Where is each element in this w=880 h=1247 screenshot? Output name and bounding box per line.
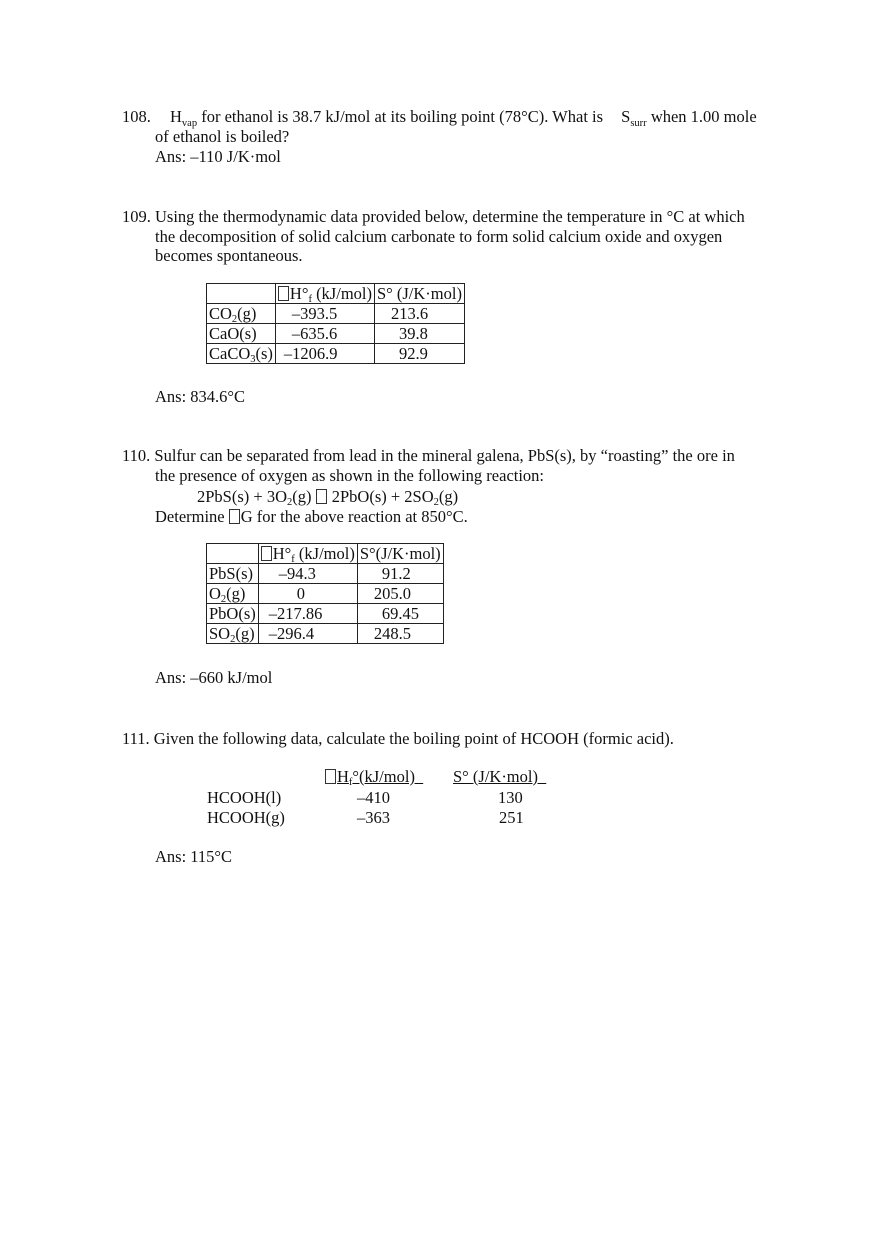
entropy-cell: 92.9 [374,344,464,364]
question-number: 109. [122,207,151,226]
table-row [207,344,465,364]
question-text-line: 109. Using the thermodynamic data provided below, determine the temperature in °C at which [122,207,745,226]
table-header-enthalpy: H°f (kJ/mol) [258,544,357,564]
answer: Ans: 115°C [155,847,233,866]
table-header-entropy: S° (J/K·mol) [374,284,464,304]
delta-glyph-box [229,509,240,524]
entropy-cell: 251 [499,808,524,827]
missing-glyph-box [278,286,289,301]
species-cell: PbO(s) [207,604,259,624]
entropy-cell: 39.8 [374,324,464,344]
entropy-cell: 213.6 [374,304,464,324]
species-cell: HCOOH(g) [207,808,285,827]
missing-glyph-box [325,769,336,784]
arrow-icon [316,489,327,504]
question-text-line: the decomposition of solid calcium carbonate to form solid calcium oxide and oxygen [155,227,723,246]
missing-glyph-box [261,546,272,561]
entropy-cell: 205.0 [357,584,443,604]
question-number: 111. [122,729,150,748]
answer: Ans: –110 J/K·mol [155,147,281,166]
question-text-line: 111. Given the following data, calculate the boiling point of HCOOH (formic acid). [122,729,674,748]
table-row [207,564,444,584]
species-cell: CO2(g) [207,304,276,324]
enthalpy-cell: –410 [357,788,390,807]
question-text-line: of ethanol is boiled? [155,127,290,146]
table-header-entropy: S°(J/K·mol) [357,544,443,564]
enthalpy-cell: –296.4 [258,624,357,644]
question-text-line: Determine G for the above reaction at 850°C. [155,507,468,526]
enthalpy-cell: –1206.9 [275,344,374,364]
enthalpy-cell: –635.6 [275,324,374,344]
table-row [207,304,465,324]
answer: Ans: 834.6°C [155,387,246,406]
table-cell [207,284,276,304]
question-number: 108. [122,107,151,126]
table-cell [207,544,259,564]
species-cell: O2(g) [207,584,259,604]
table-header-entropy: S° (J/K·mol) [453,767,538,786]
question-text-line: 110. Sulfur can be separated from lead in the mineral galena, PbS(s), by “roasting” the ore in [122,446,735,465]
table-header-enthalpy: H°f (kJ/mol) [275,284,374,304]
enthalpy-cell: –94.3 [258,564,357,584]
species-cell: CaCO3(s) [207,344,276,364]
table-header-row [207,284,465,304]
question-text-line: $H_{vap}$ for ethanol is 38.7 kJ/mol at its boiling point (78°C). What is $S_{surr}$ when 1.00 mole [170,107,757,129]
table-header-enthalpy: Hf°(kJ/mol) [325,767,423,787]
species-cell: CaO(s) [207,324,276,344]
enthalpy-cell: –217.86 [258,604,357,624]
answer: Ans: –660 kJ/mol [155,668,273,687]
table-header-row [207,544,444,564]
thermo-data-table [206,283,465,364]
entropy-cell: 248.5 [357,624,443,644]
reaction-equation: 2PbS(s) + 3O2(g) 2PbO(s) + 2SO2(g) [197,487,459,508]
enthalpy-cell: 0 [258,584,357,604]
species-cell: PbS(s) [207,564,259,584]
species-cell: HCOOH(l) [207,788,282,807]
table-row [207,324,465,344]
entropy-cell: 91.2 [357,564,443,584]
enthalpy-cell: –363 [357,808,390,827]
species-cell: SO2(g) [207,624,259,644]
question-text-line: becomes spontaneous. [155,246,303,265]
question-number: 110. [122,446,151,465]
table-row [207,604,444,624]
entropy-cell: 69.45 [357,604,443,624]
table-row [207,624,444,644]
table-row [207,584,444,604]
thermo-data-table [206,543,444,644]
question-text-line: the presence of oxygen as shown in the following reaction: [155,466,545,485]
enthalpy-cell: –393.5 [275,304,374,324]
entropy-cell: 130 [498,788,523,807]
